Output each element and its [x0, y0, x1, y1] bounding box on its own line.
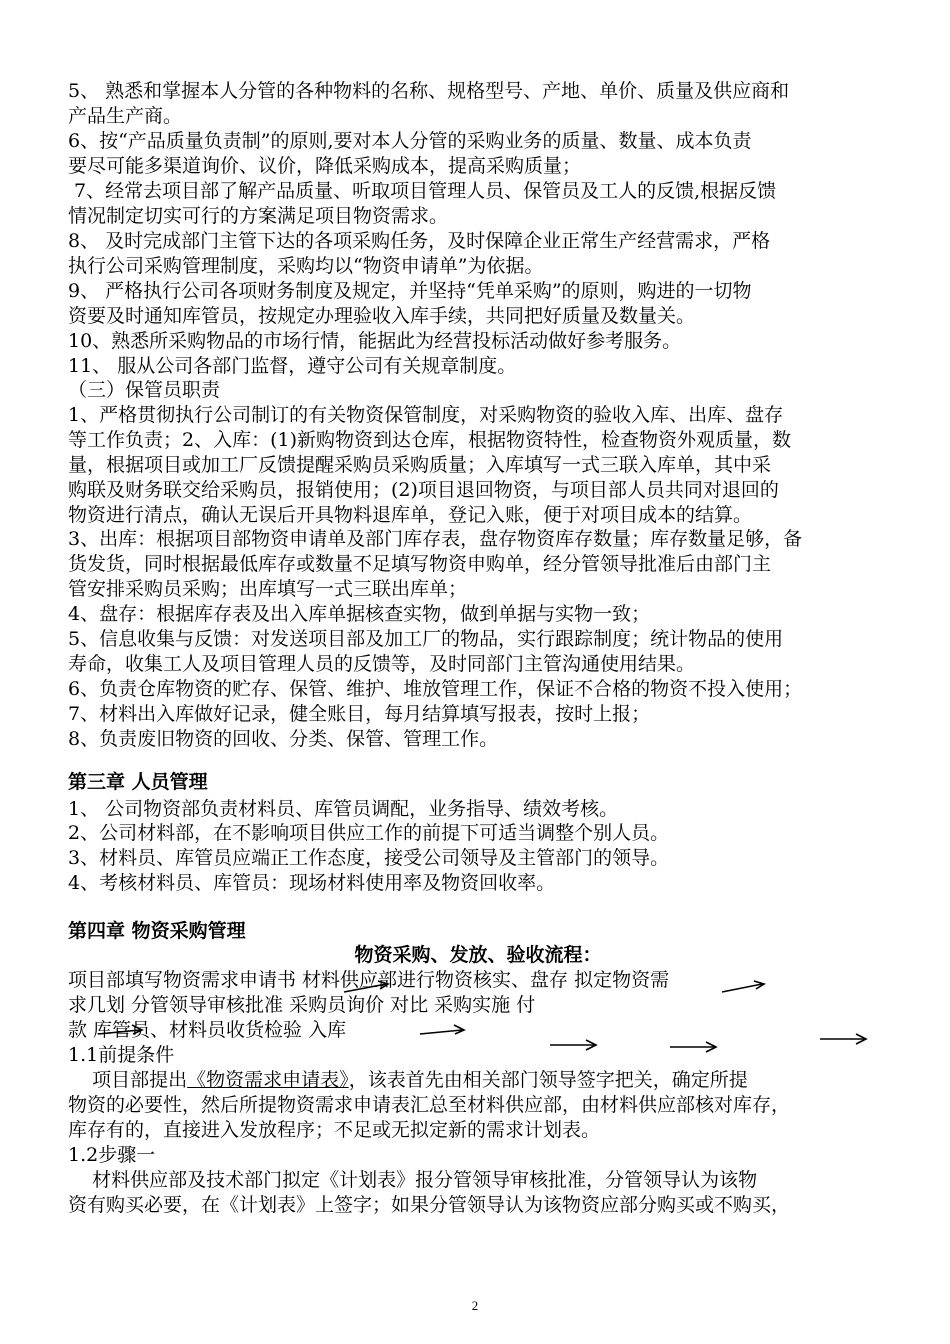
duty-line: 量，根据项目或加工厂反馈提醒采购员采购质量；入库填写一式三联入库单，其中采	[68, 454, 772, 476]
paragraph-text: ，该表首先由相关部门领导签字把关，确定所提	[348, 1069, 748, 1091]
duty-line: 资要及时通知库管员，按规定办理验收入库手续，共同把好质量及数量关。	[68, 305, 696, 327]
flow-line: 款 库管员、材料员收货检验 入库	[68, 1019, 347, 1041]
flow-line: 项目部填写物资需求申请书 材料供应部进行物资核实、盘存 拟定物资需	[68, 969, 670, 991]
chapter3-item: 4、考核材料员、库管员：现场材料使用率及物资回收率。	[68, 872, 556, 894]
duty-line: 7、材料出入库做好记录，健全账目，每月结算填写报表，按时上报；	[68, 703, 651, 725]
section-1-2-title: 1.2步骤一	[68, 1144, 156, 1166]
duty-line: 11、 服从公司各部门监督，遵守公司有关规章制度。	[68, 355, 517, 377]
flow-arrow-icon	[720, 978, 768, 1002]
duty-line: 4、盘存：根据库存表及出入库单据核查实物，做到单据与实物一致；	[68, 603, 651, 625]
duty-line: （三）保管员职责	[68, 379, 221, 401]
duty-line: 情况制定切实可行的方案满足项目物资需求。	[68, 205, 449, 227]
flow-arrow-icon	[342, 978, 392, 1002]
duty-line: 8、 及时完成部门主管下达的各项采购任务，及时保障企业正常生产经营需求，严格	[68, 230, 771, 252]
duty-line: 购联及财务联交给采购员，报销使用；(2)项目退回物资，与项目部人员共同对退回的	[68, 479, 779, 501]
section-1-2-paragraph: 材料供应部及技术部门拟定《计划表》报分管领导审核批准，分管领导认为该物	[68, 1169, 758, 1191]
duty-line: 货发货，同时根据最低库存或数量不足填写物资申购单，经分管领导批准后由部门主	[68, 553, 772, 575]
duty-line: 7、经常去项目部了解产品质量、听取项目管理人员、保管员及工人的反馈,根据反馈	[68, 180, 777, 202]
duty-line: 8、负责废旧物资的回收、分类、保管、管理工作。	[68, 728, 499, 750]
duty-line: 管安排采购员采购；出库填写一式三联出库单；	[68, 578, 468, 600]
chapter3-item: 1、 公司物资部负责材料员、库管员调配，业务指导、绩效考核。	[68, 798, 619, 820]
chapter3-heading: 第三章 人员管理	[68, 771, 208, 793]
chapter3-item: 2、公司材料部，在不影响项目供应工作的前提下可适当调整个别人员。	[68, 822, 670, 844]
section-1-1-paragraph	[68, 1068, 888, 1092]
duty-line: 要尽可能多渠道询价、议价，降低采购成本，提高采购质量；	[68, 155, 582, 177]
form-reference: 《物资需求申请表》	[187, 1069, 349, 1091]
duty-line: 3、出库：根据项目部物资申请单及部门库存表，盘存物资库存数量；库存数量足够，备	[68, 528, 803, 550]
duty-line: 产品生产商。	[68, 105, 183, 127]
duty-line: 5、信息收集与反馈：对发送项目部及加工厂的物品，实行跟踪制度；统计物品的使用	[68, 628, 784, 650]
flow-title: 物资采购、发放、验收流程：	[354, 944, 602, 966]
duty-line: 5、 熟悉和掌握本人分管的各种物料的名称、规格型号、产地、单价、质量及供应商和	[68, 80, 790, 102]
duty-line: 6、负责仓库物资的贮存、保管、维护、堆放管理工作，保证不合格的物资不投入使用；	[68, 678, 803, 700]
paragraph-text: 项目部提出	[68, 1069, 188, 1091]
duty-line: 等工作负责；2、入库：(1)新购物资到达仓库，根据物资特性，检查物资外观质量，数	[68, 429, 792, 451]
page-number: 2	[471, 1298, 479, 1313]
section-1-2-paragraph: 资有购买必要，在《计划表》上签字；如果分管领导认为该物资应部分购买或不购买，	[68, 1194, 791, 1216]
chapter4-heading: 第四章 物资采购管理	[68, 920, 246, 942]
duty-line: 1、严格贯彻执行公司制订的有关物资保管制度，对采购物资的验收入库、出库、盘存	[68, 404, 784, 426]
flow-line: 求几划 分管领导审核批准 采购员询价 对比 采购实施 付	[68, 994, 536, 1016]
duty-line: 物资进行清点，确认无误后开具物料退库单，登记入账，便于对项目成本的结算。	[68, 504, 753, 526]
duty-line: 6、按“产品质量负责制”的原则,要对本人分管的采购业务的质量、数量、成本负责	[68, 130, 752, 152]
duty-line: 9、 严格执行公司各项财务制度及规定，并坚持“凭单采购”的原则，购进的一切物	[68, 280, 752, 302]
section-1-1-title: 1.1前提条件	[68, 1044, 175, 1066]
duty-line: 10、熟悉所采购物品的市场行情，能据此为经营投标活动做好参考服务。	[68, 330, 682, 352]
duty-line: 寿命，收集工人及项目管理人员的反馈等，及时同部门主管沟通使用结果。	[68, 653, 696, 675]
section-1-1-paragraph: 物资的必要性，然后所提物资需求申请表汇总至材料供应部，由材料供应部核对库存，	[68, 1094, 791, 1116]
chapter3-item: 3、材料员、库管员应端正工作态度，接受公司领导及主管部门的领导。	[68, 847, 670, 869]
duty-line: 执行公司采购管理制度，采购均以“物资申请单”为依据。	[68, 255, 544, 277]
section-1-1-paragraph: 库存有的，直接进入发放程序；不足或无拟定新的需求计划表。	[68, 1119, 601, 1141]
